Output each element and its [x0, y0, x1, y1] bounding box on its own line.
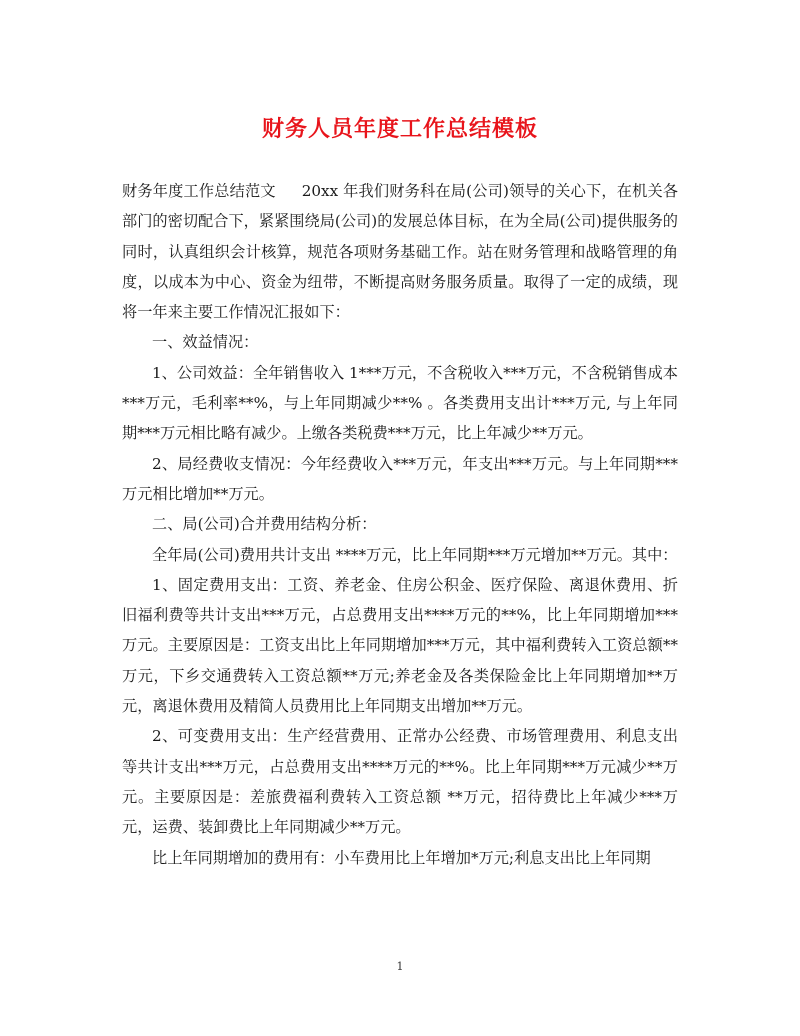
paragraph-company-benefits: 1、公司效益：全年销售收入 1***万元，不含税收入***万元，不含税销售成本***万元，毛利率**%，与上年同期减少**% 。各类费用支出计***万元, 与上年同期***万元相比略有减少。上缴各类税费***万元，比上年减少**万元。 — [122, 363, 678, 443]
document-body — [122, 176, 678, 873]
intro-label: 财务年度工作总结范文 — [122, 182, 276, 200]
paragraph-bureau-funds: 2、局经费收支情况：今年经费收入***万元，年支出***万元。与上年同期***万元相比增加**万元。 — [122, 454, 678, 503]
paragraph-increased-costs: 比上年同期增加的费用有：小车费用比上年增加*万元;利息支出比上年同期 — [152, 848, 651, 867]
page-title: 财务人员年度工作总结模板 — [261, 116, 538, 142]
paragraph-variable-costs: 2、可变费用支出：生产经营费用、正常办公经费、市场管理费用、利息支出等共计支出***万元，占总费用支出****万元的**%。比上年同期***万元减少**万元。主要原因是：差旅费福利费转入工资总额 **万元，招待费比上年减少***万元，运费、装卸费比上年同期减少**万元。 — [122, 727, 678, 837]
paragraph-fixed-costs: 1、固定费用支出：工资、养老金、住房公积金、医疗保险、离退休费用、折旧福利费等共计支出***万元，占总费用支出****万元的**%，比上年同期增加***万元。主要原因是：工资支出比上年同期增加***万元，其中福利费转入工资总额**万元，下乡交通费转入工资总额**万元;养老金及各类保险金比上年同期增加**万元，离退休费用及精简人员费用比上年同期支出增加**万元。 — [122, 575, 678, 716]
intro-text: 20xx 年我们财务科在局(公司)领导的关心下，在机关各部门的密切配合下，紧紧围绕局(公司)的发展总体目标，在为全局(公司)提供服务的同时，认真组织会计核算，规范各项财务基础工作。站在财务管理和战略管理的角度，以成本为中心、资金为纽带，不断提高财务服务质量。取得了一定的成绩，现将一年来主要工作情况汇报如下： — [122, 182, 679, 322]
paragraph-total-costs: 全年局(公司)费用共计支出 ****万元，比上年同期***万元增加**万元。其中： — [152, 545, 678, 564]
section-heading-cost-structure: 二、局(公司)合并费用结构分析： — [152, 515, 377, 534]
page-number: 1 — [396, 960, 404, 973]
section-heading-benefits: 一、效益情况： — [152, 333, 259, 352]
intro-paragraph — [122, 176, 678, 327]
